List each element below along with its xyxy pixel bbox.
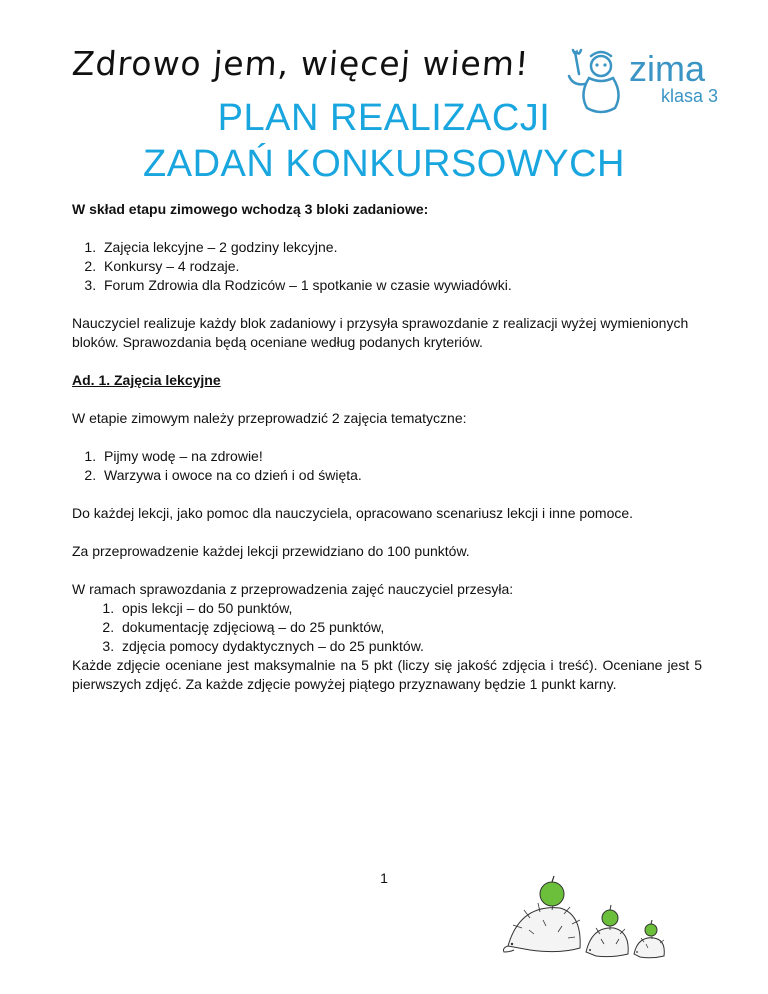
grade-label: klasa 3 (661, 86, 719, 106)
list-item: 3. Forum Zdrowia dla Rodziców – 1 spotkanie w czasie wywiadówki. (100, 276, 702, 295)
scenario-note: Do każdej lekcji, jako pomoc dla nauczyciela, opracowano scenariusz lekcji i inne pomoce. (72, 505, 634, 521)
page-number: 1 (380, 870, 388, 886)
section-intro: W etapie zimowym należy przeprowadzić 2 zajęcia tematyczne: (72, 410, 467, 426)
list-item: 2. Konkursy – 4 rodzaje. (100, 257, 702, 276)
points-note: Za przeprowadzenie każdej lekcji przewidziano do 100 punktów. (72, 543, 470, 559)
hedgehogs-illustration (500, 868, 680, 968)
report-note: Nauczyciel realizuje każdy blok zadaniowy i przysyła sprawozdanie z realizacji wyżej wymienionych bloków. Sprawozdania będą oceniane według podanych kryteriów. (72, 315, 689, 350)
report-intro: W ramach sprawozdania z przeprowadzenia zajęć nauczyciel przesyła: (72, 581, 514, 597)
season-label: zima (629, 48, 706, 89)
hedgehog-medium (586, 905, 628, 957)
list-item: 3. zdjęcia pomocy dydaktycznych – do 25 punktów. (118, 637, 702, 656)
report-items-list (72, 599, 702, 656)
list-item: 1. Pijmy wodę – na zdrowie! (100, 447, 702, 466)
blocks-list (72, 238, 702, 295)
hedgehog-small (634, 920, 664, 958)
section-heading: Ad. 1. Zajęcia lekcyjne (72, 372, 221, 388)
title-line-2: ZADAŃ KONKURSOWYCH (143, 143, 625, 185)
list-item: 2. Warzywa i owoce na co dzień i od święta. (100, 466, 702, 485)
hedgehog-large (504, 876, 581, 952)
list-item: 1. opis lekcji – do 50 punktów, (118, 599, 702, 618)
lessons-list (72, 447, 702, 485)
list-item: 2. dokumentację zdjęciową – do 25 punktów, (118, 618, 702, 637)
page-title (0, 95, 768, 187)
intro-heading: W skład etapu zimowego wchodzą 3 bloki zadaniowe: (72, 201, 429, 217)
document-body (72, 200, 702, 694)
photo-rule: Każde zdjęcie oceniane jest maksymalnie na 5 pkt (liczy się jakość zdjęcia i treść). Oceniane jest 5 pierwszych zdjęć. Za każde zdjęcie powyżej piątego przyznawany będzie 1 punkt karny. (72, 657, 702, 692)
slogan: Zdrowo jem, więcej wiem! (70, 44, 531, 83)
title-line-1: PLAN REALIZACJI (217, 97, 551, 139)
list-item: 1. Zajęcia lekcyjne – 2 godziny lekcyjne. (100, 238, 702, 257)
